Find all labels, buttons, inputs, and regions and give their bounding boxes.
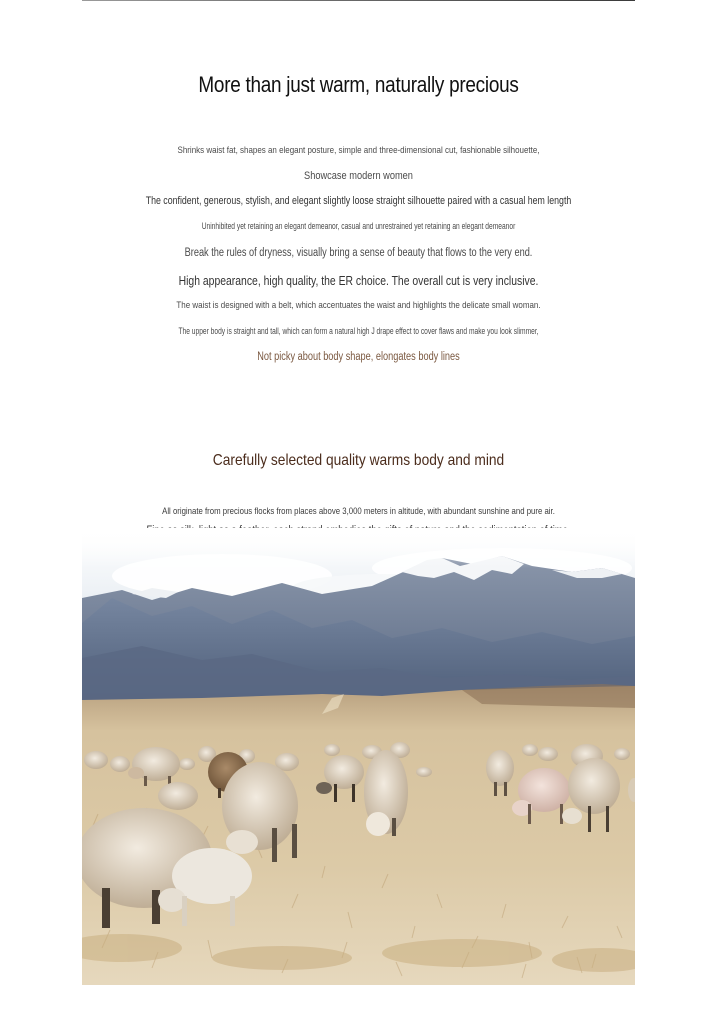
- feature-line-1: Shrinks waist fat, shapes an elegant posture, simple and three-dimensional cut, fashionable silhouette,: [177, 145, 540, 156]
- section-title-warm: More than just warm, naturally precious: [198, 72, 519, 97]
- feature-line-3: The confident, generous, stylish, and elegant slightly loose straight silhouette paired with a casual hem length: [145, 195, 572, 207]
- quality-line-1: All originate from precious flocks from places above 3,000 meters in altitude, with abundant sunshine and pure air.: [162, 506, 555, 517]
- feature-line-5: Break the rules of dryness, visually bring a sense of beauty that flows to the very end.: [184, 247, 533, 259]
- feature-line-8: The upper body is straight and tall, which can form a natural high J drape effect to cover flaws and make you look slimmer,: [178, 326, 539, 336]
- feature-line-9: Not picky about body shape, elongates body lines: [257, 351, 460, 363]
- product-detail-page: [82, 0, 635, 1024]
- feature-line-2: Showcase modern women: [304, 170, 413, 182]
- feature-line-7: The waist is designed with a belt, which accentuates the waist and highlights the delicate small woman.: [176, 300, 541, 311]
- feature-line-4: Uninhibited yet retaining an elegant demeanor, casual and unrestrained yet retaining an elegant demeanor: [201, 221, 516, 231]
- section-title-quality: Carefully selected quality warms body and mind: [212, 452, 505, 469]
- sheep-pasture-photo: [82, 528, 635, 985]
- feature-line-6: High appearance, high quality, the ER choice. The overall cut is very inclusive.: [178, 273, 539, 288]
